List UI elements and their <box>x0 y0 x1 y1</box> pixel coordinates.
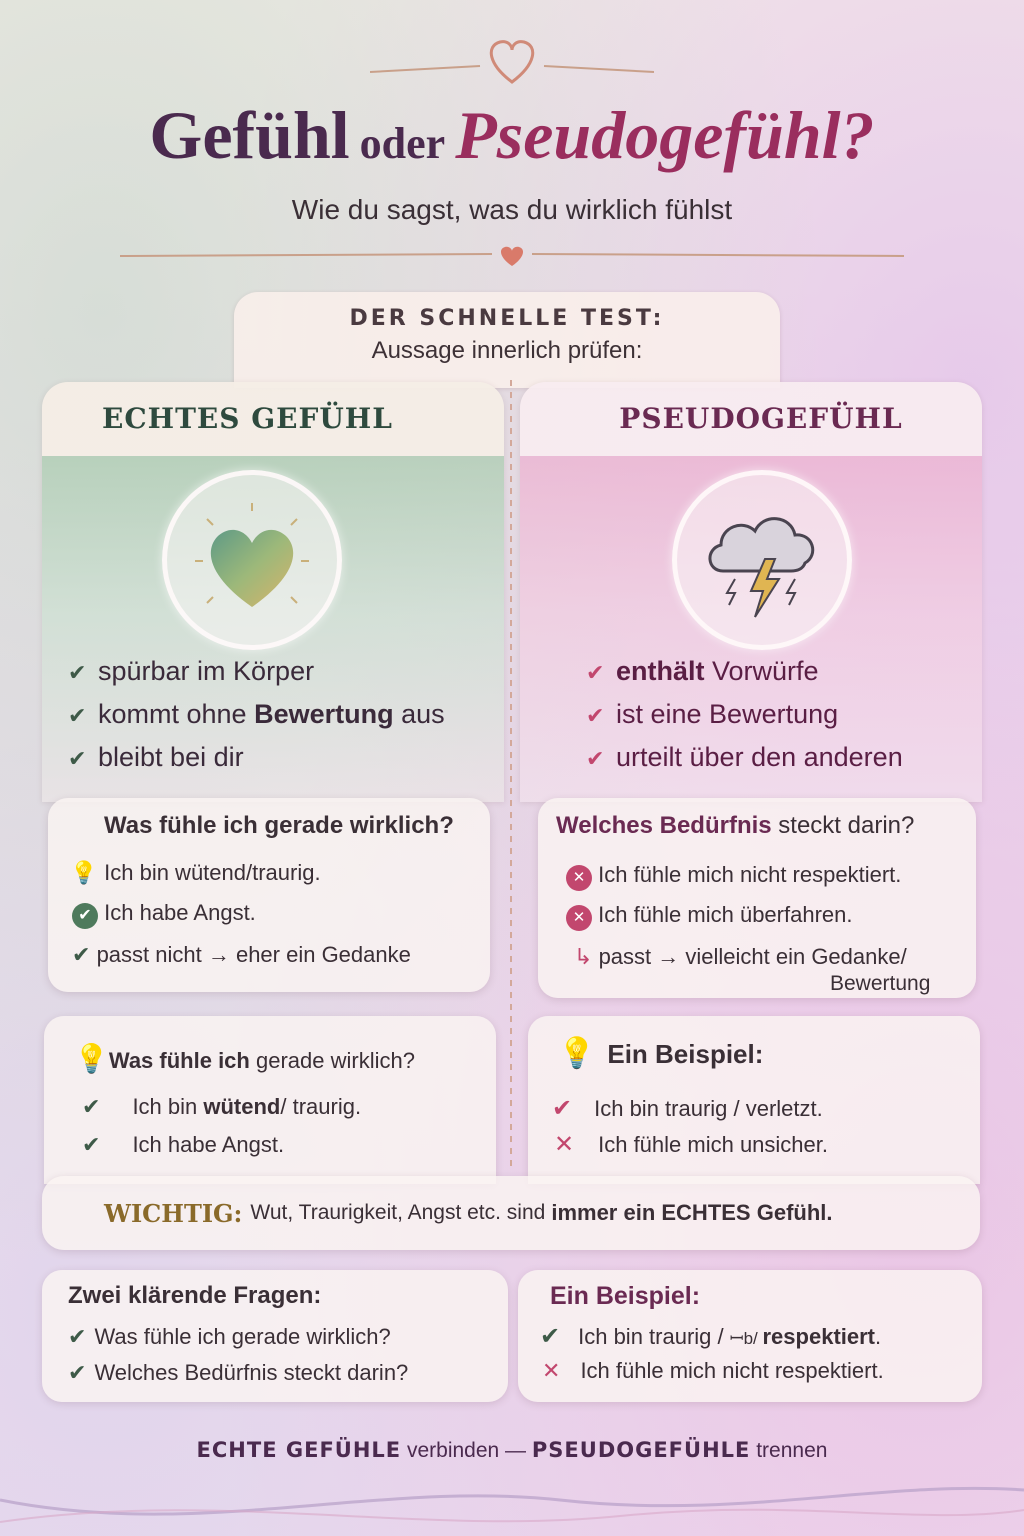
check-icon: ✔ <box>586 703 605 728</box>
storm-icon-circle <box>672 470 852 650</box>
list-item: ✔ enthält Vorwürfe <box>586 650 903 693</box>
list-item: ✔ urteilt über den anderen <box>586 736 903 779</box>
list-item: ✔ passt nicht → eher ein Gedanke <box>72 942 411 967</box>
lightbulb-icon: 💡 <box>74 1043 109 1074</box>
list-item: ✕ Ich fühle mich unsicher. <box>554 1131 829 1158</box>
card-title: Zwei klärende Fragen: <box>68 1282 322 1309</box>
important-text: Wut, Traurigkeit, Angst etc. sind <box>250 1201 546 1224</box>
quick-test-subtitle: Aussage innerlich prüfen: <box>371 337 643 364</box>
center-divider <box>508 380 514 1170</box>
list-item: ✔ Was fühle ich gerade wirklich? <box>68 1324 391 1349</box>
heart-ornament-icon <box>370 36 654 86</box>
list-item: 💡 Ich bin wütend/traurig. <box>70 860 321 885</box>
question-card-2 <box>44 1016 496 1184</box>
list-item: ✔ Ich habe Angst. <box>82 1132 285 1157</box>
x-icon: ✕ <box>554 1131 575 1158</box>
real-feeling-list <box>68 650 445 779</box>
check-icon: ✔ <box>72 942 91 967</box>
check-icon: ✔ <box>540 1323 561 1350</box>
x-circle-icon: ✕ <box>566 865 592 891</box>
x-icon: ✕ <box>542 1358 561 1383</box>
page-subtitle: Wie du sagst, was du wirklich fühlst <box>291 194 733 225</box>
list-item: ✔ Ich bin traurig / verletzt. <box>552 1095 823 1122</box>
heart-divider-icon <box>120 244 904 268</box>
example-card-1 <box>528 1016 980 1184</box>
list-item: ✕ Ich fühle mich nicht respektiert. <box>566 862 901 891</box>
heart-icon-circle <box>162 470 342 650</box>
pseudo-feeling-heading: PSEUDOGEFÜHL <box>619 402 903 435</box>
important-bold: immer ein ECHTES Gefühl. <box>551 1200 833 1225</box>
example-card-2 <box>518 1270 982 1402</box>
title-word-2: oder <box>359 119 446 168</box>
arrow-icon: ↳ <box>574 944 593 969</box>
check-icon: ✔ <box>552 1095 573 1122</box>
question-card-1 <box>48 798 490 992</box>
need-card <box>538 798 976 998</box>
pseudo-feeling-list <box>586 650 903 779</box>
real-feeling-column <box>42 382 504 802</box>
lightbulb-icon: 💡 <box>558 1037 596 1070</box>
lightbulb-icon: 💡 <box>70 860 98 885</box>
real-feeling-heading: ECHTES GEFÜHL <box>102 402 393 435</box>
footer-tagline: ECHTE GEFÜHLE verbinden — PSEUDOGEFÜHLE trennen <box>196 1438 828 1462</box>
quick-test-title: DER SCHNELLE TEST: <box>349 306 665 331</box>
list-item: ✔ Ich bin wütend/ traurig. <box>82 1094 362 1119</box>
title-word-3: Pseudogefühl? <box>455 97 875 173</box>
heart-icon <box>167 475 337 645</box>
check-icon: ✔ <box>82 1132 101 1157</box>
card-title: Ein Beispiel: <box>550 1282 701 1310</box>
important-note <box>42 1176 980 1250</box>
check-icon: ✔ <box>68 703 87 728</box>
check-icon: ✔ <box>68 1360 87 1385</box>
x-circle-icon: ✕ <box>566 905 592 931</box>
check-icon: ✔ <box>68 1324 87 1349</box>
page-title <box>0 96 1024 175</box>
list-item: ✔ kommt ohne Bewertung aus <box>68 693 445 736</box>
title-word-1: Gefühl <box>149 97 350 173</box>
quick-test-tab <box>234 292 780 388</box>
list-item-cont: Bewertung <box>830 972 931 995</box>
check-icon: ✔ <box>68 746 87 771</box>
check-icon: ✔ <box>586 746 605 771</box>
list-item: ✔ Ich bin traurig / ꟷb/ respektiert. <box>540 1323 882 1350</box>
list-item: ✔ Ich habe Angst. <box>72 900 256 929</box>
important-label: WICHTIG: <box>104 1198 243 1228</box>
list-item: ✔ Welches Bedürfnis steckt darin? <box>68 1360 409 1385</box>
card-title: Welches Bedürfnis steckt darin? <box>556 812 915 839</box>
bottom-wave <box>0 1470 1024 1536</box>
check-icon: ✔ <box>68 660 87 685</box>
list-item: ✔ bleibt bei dir <box>68 736 445 779</box>
card-title: Was fühle ich gerade wirklich? <box>104 812 454 839</box>
pseudo-feeling-column <box>520 382 982 802</box>
check-icon: ✔ <box>82 1094 101 1119</box>
two-questions-card <box>42 1270 508 1402</box>
list-item: ✕ Ich fühle mich nicht respektiert. <box>542 1358 884 1383</box>
list-item: ✔ spürbar im Körper <box>68 650 445 693</box>
storm-cloud-icon <box>677 475 847 645</box>
check-icon: ✔ <box>586 660 605 685</box>
list-item: ↳ passt → vielleicht ein Gedanke/ <box>574 944 907 969</box>
list-item: ✔ ist eine Bewertung <box>586 693 903 736</box>
card-title: 💡 Ein Beispiel: <box>558 1037 764 1070</box>
card-title: 💡Was fühle ich gerade wirklich? <box>74 1043 415 1074</box>
check-circle-icon: ✔ <box>72 903 98 929</box>
list-item: ✕ Ich fühle mich überfahren. <box>566 902 853 931</box>
